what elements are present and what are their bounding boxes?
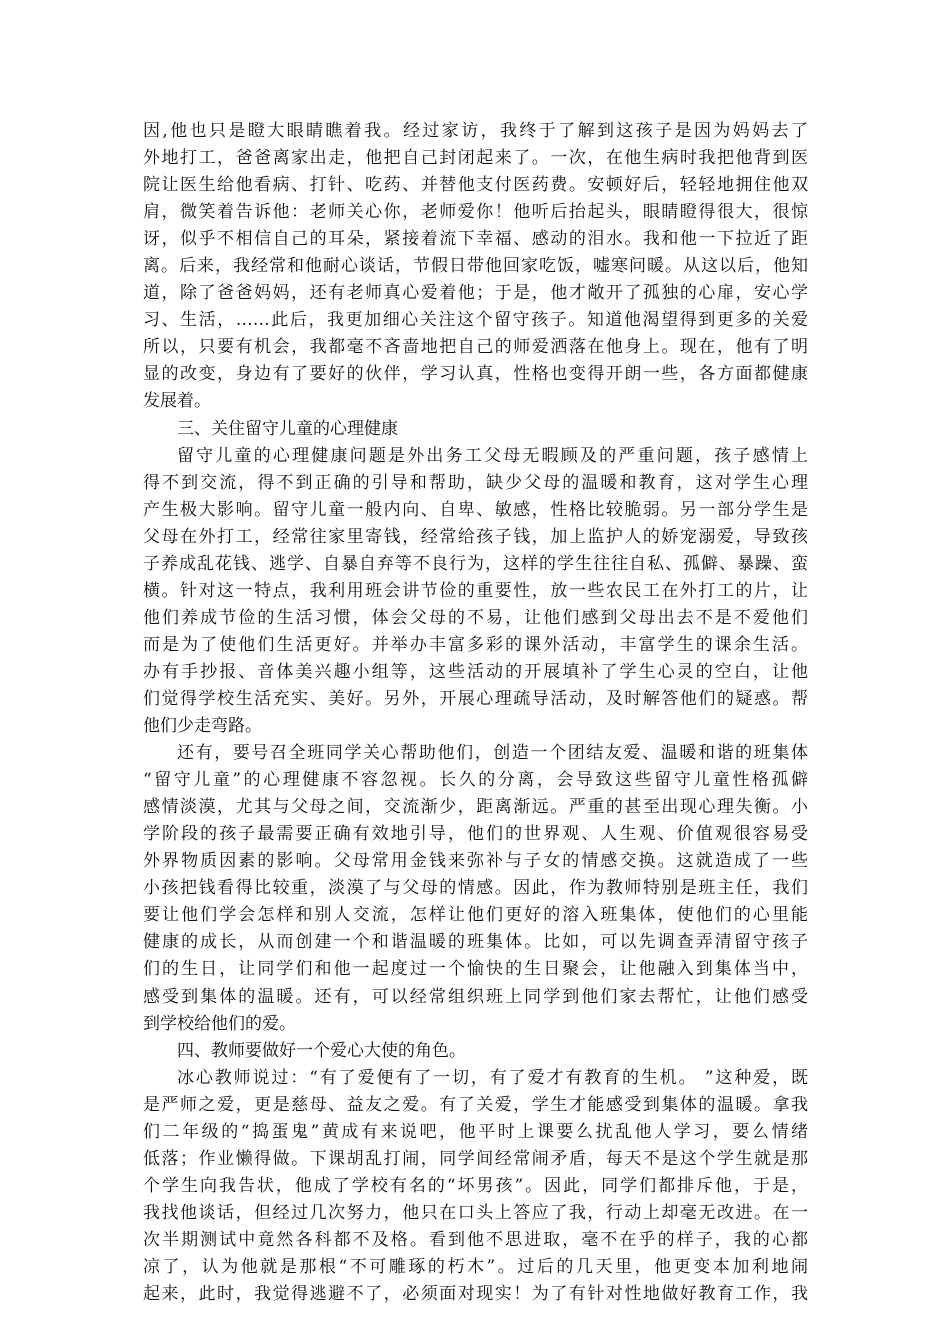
text-line: 习、生活，……此后，我更加细心关注这个留守孩子。知道他渴望得到更多的关爱 [143, 310, 808, 331]
text-line: 道，除了爸爸妈妈，还有老师真心爱着他；于是，他才敞开了孤独的心扉，安心学 [143, 283, 808, 304]
text-line: 还有，要号召全班同学关心帮助他们，创造一个团结友爱、温暖和谐的班集体 [177, 743, 808, 764]
text-line: 外界物质因素的影响。父母常用金钱来弥补与子女的情感交换。这就造成了一些 [143, 851, 808, 872]
text-line: 是严师之爱，更是慈母、益友之爱。有了关爱，学生才能感受到集体的温暖。拿我 [143, 1094, 808, 1115]
text-line: 小孩把钱看得比较重，淡漠了与父母的情感。因此，作为教师特别是班主任，我们 [143, 878, 808, 899]
paragraph-love-ambassador [143, 1065, 808, 1308]
text-line: 得不到交流，得不到正确的引导和帮助，缺少父母的温暖和教育，这对学生心理 [143, 472, 808, 493]
text-line: 健康的成长，从而创建一个和谐温暖的班集体。比如，可以先调查弄清留守孩子 [143, 932, 808, 953]
text-line: 横。针对这一特点，我利用班会讲节俭的重要性，放一些农民工在外打工的片，让 [143, 580, 808, 601]
text-line: 子养成乱花钱、逃学、自暴自弃等不良行为，这样的学生往往自私、孤僻、暴躁、蛮 [143, 553, 808, 574]
paragraph-mental-health [143, 443, 808, 741]
text-line: 起来，此时，我觉得逃避不了，必须面对现实！为了有针对性地做好教育工作，我 [143, 1284, 808, 1305]
section-heading-4 [143, 1038, 808, 1065]
text-line: 个学生向我告状，他成了学校有名的“坏男孩”。因此，同学们都排斥他，于是， [143, 1175, 808, 1196]
text-line: 而是为了使他们生活更好。并举办丰富多彩的课外活动，丰富学生的课余生活。 [143, 634, 808, 655]
text-line: 到学校给他们的爱。 [143, 1013, 296, 1034]
text-line: 要让他们学会怎样和别人交流，怎样让他们更好的溶入班集体，使他们的心里能 [143, 905, 808, 926]
text-line: 次半期测试中竟然各科都不及格。看到他不思进取，毫不在乎的样子，我的心都 [143, 1229, 808, 1250]
text-line: 三、关住留守儿童的心理健康 [177, 418, 398, 439]
text-line: 凉了，认为他就是那根“不可雕琢的朽木”。过后的几天里，他更变本加利地闹 [143, 1256, 808, 1277]
text-line: 感受到集体的温暖。还有，可以经常组织班上同学到他们家去帮忙，让他们感受 [143, 986, 808, 1007]
text-line: 他们少走弯路。 [143, 716, 262, 737]
text-line: 因,他也只是瞪大眼睛瞧着我。经过家访，我终于了解到这孩子是因为妈妈去了 [143, 121, 808, 141]
text-line: 发展着。 [143, 391, 211, 412]
text-line: “留守儿童”的心理健康不容忽视。长久的分离，会导致这些留守儿童性格孤僻 [143, 770, 808, 791]
text-line: 院让医生给他看病、打针、吃药、并替他支付医药费。安顿好后，轻轻地拥住他双 [143, 175, 808, 196]
text-line: 们觉得学校生活充实、美好。另外，开展心理疏导活动，及时解答他们的疑惑。帮 [143, 688, 808, 709]
text-line: 他们养成节俭的生活习惯，体会父母的不易，让他们感到父母出去不是不爱他们 [143, 607, 808, 628]
text-line: 离。后来，我经常和他耐心谈话，节假日带他回家吃饭，嘘寒问暖。从这以后，他知 [143, 256, 808, 277]
text-line: 们的生日，让同学们和他一起度过一个愉快的生日聚会，让他融入到集体当中， [143, 959, 808, 980]
text-line: 留守儿童的心理健康问题是外出务工父母无暇顾及的严重问题，孩子感情上 [177, 445, 808, 466]
text-line: 肩，微笑着告诉他：老师关心你，老师爱你！他听后抬起头，眼睛瞪得很大，很惊 [143, 202, 808, 223]
text-line: 外地打工，爸爸离家出走，他把自己封闭起来了。一次，在他生病时我把他背到医 [143, 148, 808, 169]
text-line: 所以，只要有机会，我都毫不吝啬地把自己的师爱洒落在他身上。现在，他有了明 [143, 337, 808, 358]
text-line: 讶，似乎不相信自己的耳朵，紧接着流下幸福、感动的泪水。我和他一下拉近了距 [143, 229, 808, 250]
paragraph-continuation [143, 118, 808, 416]
text-line: 感情淡漠，尤其与父母之间，交流渐少，距离渐远。严重的甚至出现心理失衡。小 [143, 797, 808, 818]
text-line: 我找他谈话，但经过几次努力，他只在口头上答应了我，行动上却毫无改进。在一 [143, 1202, 808, 1223]
text-line: 们二年级的“捣蛋鬼”黄成有来说吧，他平时上课要么扰乱他人学习，要么情绪 [143, 1121, 808, 1142]
text-line: 办有手抄报、音体美兴趣小组等，这些活动的开展填补了学生心灵的空白，让他 [143, 661, 808, 682]
text-line: 显的改变，身边有了要好的伙伴，学习认真，性格也变得开朗一些，各方面都健康 [143, 364, 808, 385]
text-line: 四、教师要做好一个爱心大使的角色。 [177, 1040, 466, 1061]
text-line: 学阶段的孩子最需要正确有效地引导，他们的世界观、人生观、价值观很容易受 [143, 824, 808, 845]
text-line: 低落；作业懒得做。下课胡乱打闹，同学间经常闹矛盾，每天不是这个学生就是那 [143, 1148, 808, 1169]
document-page [143, 118, 808, 1308]
text-line: 冰心教师说过：“有了爱便有了一切，有了爱才有教育的生机。 ”这种爱，既 [177, 1067, 808, 1088]
section-heading-3 [143, 416, 808, 443]
paragraph-class-care [143, 740, 808, 1038]
text-line: 产生极大影响。留守儿童一般内向、自卑、敏感，性格比较脆弱。另一部分学生是 [143, 499, 808, 520]
text-line: 父母在外打工，经常往家里寄钱，经常给孩子钱，加上监护人的娇宠溺爱，导致孩 [143, 526, 808, 547]
